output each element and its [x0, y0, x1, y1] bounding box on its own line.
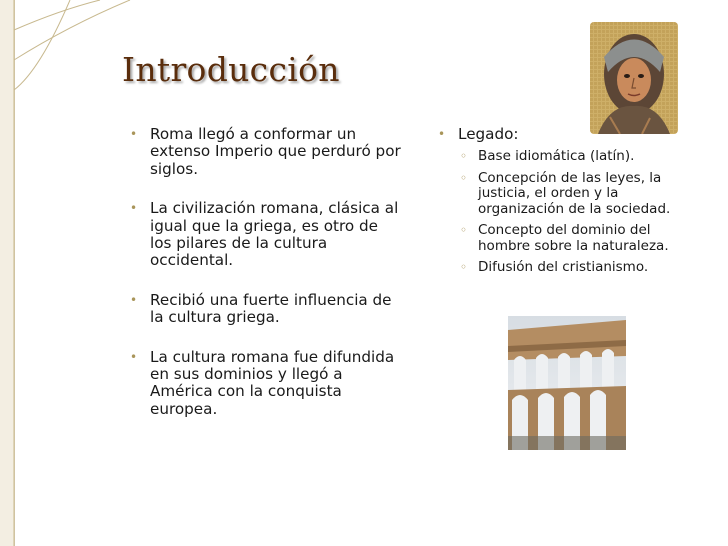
right-column	[436, 126, 686, 282]
list-item: • La cultura romana fue difundida en sus dominios y llegó a América con la conquista europea.	[130, 347, 395, 418]
sub-bullet-icon: ◦	[460, 223, 468, 238]
sub-bullet-icon: ◦	[460, 260, 468, 275]
list-item: • Roma llegó a conformar un extenso Imperio que perduró por siglos.	[130, 125, 401, 178]
sub-bullet-icon: ◦	[460, 149, 468, 164]
sub-bullet-icon: ◦	[460, 170, 468, 185]
list-item: ◦ Base idiomática (latín).	[460, 148, 635, 165]
list-item: ◦ Concepto del dominio del hombre sobre la naturaleza.	[460, 222, 669, 254]
bullet-icon: •	[130, 127, 138, 141]
bullet-icon: •	[438, 127, 446, 141]
aqueduct-image	[508, 316, 626, 450]
bullet-icon: •	[130, 201, 138, 216]
sub-bullet-list	[458, 149, 686, 276]
left-bullet-list	[128, 126, 403, 418]
roman-mosaic-image	[590, 22, 678, 134]
list-item: • Recibió una fuerte influencia de la cultura griega.	[130, 290, 392, 327]
list-item: • Legado:	[438, 125, 519, 143]
slide-title: Introducción	[122, 50, 340, 89]
side-bar	[0, 0, 15, 546]
list-item: • La civilización romana, clásica al igual que la griega, es otro de los pilares de la cultura occidental.	[130, 199, 399, 270]
left-column	[128, 126, 403, 440]
list-item: ◦ Difusión del cristianismo.	[460, 259, 649, 276]
bullet-icon: •	[130, 292, 138, 307]
bullet-icon: •	[130, 349, 138, 364]
list-item: ◦ Concepción de las leyes, la justicia, el orden y la organización de la sociedad.	[460, 169, 671, 217]
